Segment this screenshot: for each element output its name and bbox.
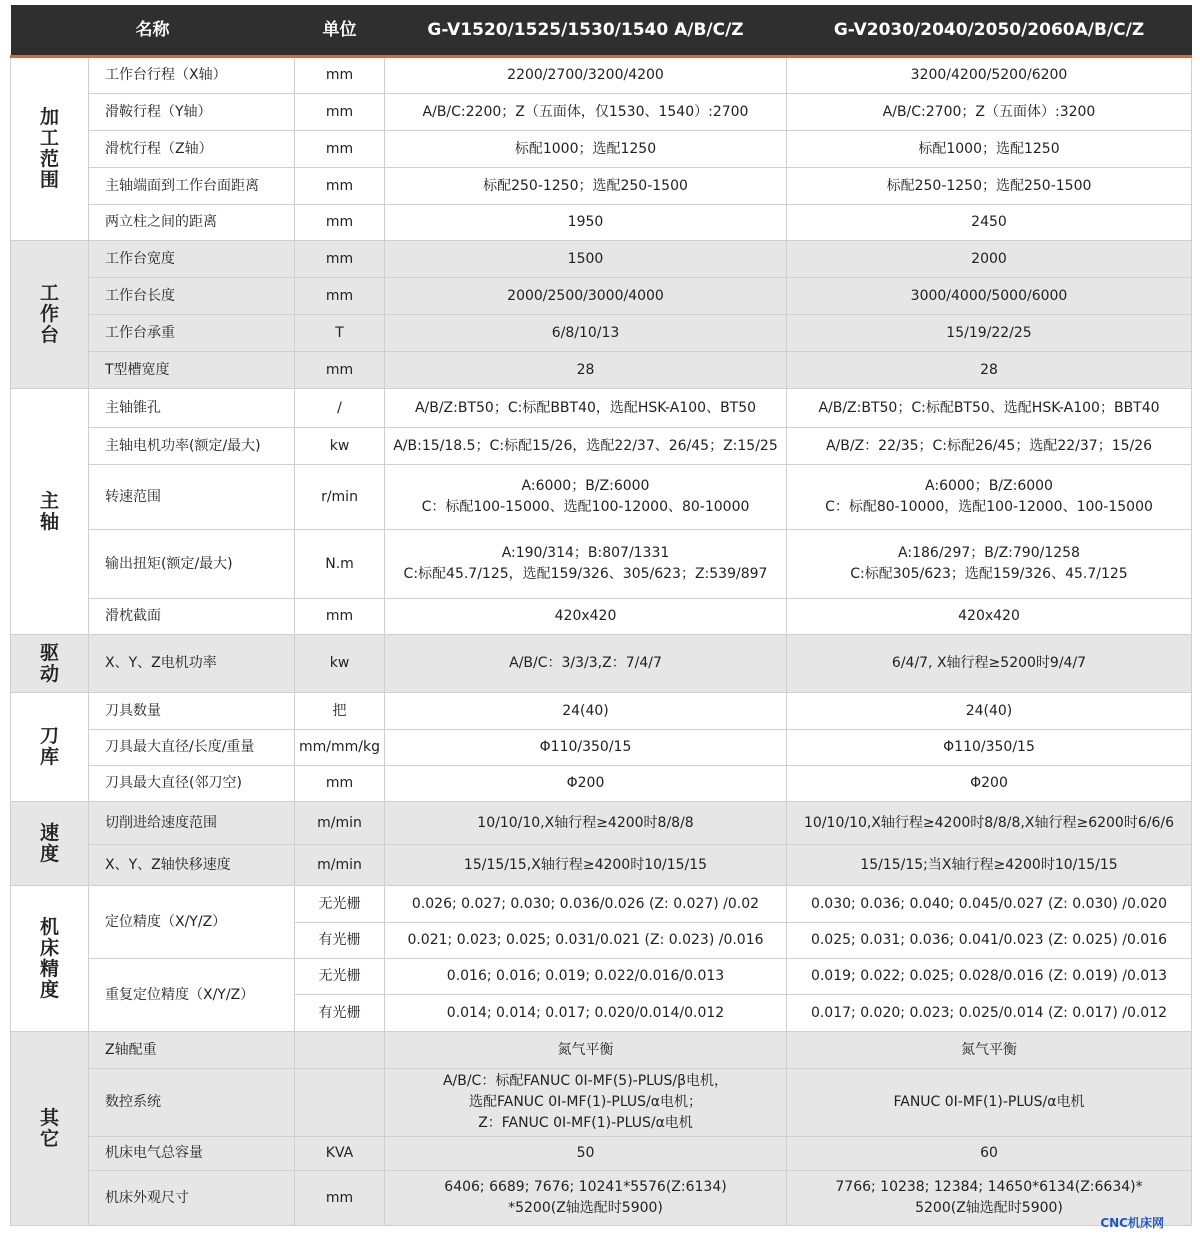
spec-value-a	[385, 278, 787, 315]
spec-value-a: 0.014; 0.014; 0.017; 0.020/0.014/0.012	[385, 995, 787, 1032]
table-row	[11, 1171, 1192, 1226]
spec-value-b	[787, 465, 1192, 530]
spec-value-b	[787, 131, 1192, 168]
spec-name: Z轴配重	[89, 1032, 295, 1069]
spec-unit	[295, 1032, 385, 1069]
category-label	[11, 1032, 89, 1226]
spec-unit: mm/mm/kg	[295, 730, 385, 766]
spec-name: 工作台宽度	[89, 241, 295, 278]
spec-sub-condition: 无光栅	[295, 886, 385, 923]
spec-value-a	[385, 428, 787, 465]
value-line: 28	[576, 361, 595, 378]
spec-value-a	[385, 168, 787, 205]
spec-unit: mm	[295, 168, 385, 205]
spec-name: 重复定位精度（X/Y/Z）	[89, 959, 295, 1032]
value-line: Z：FANUC 0I-MF(1)-PLUS/α电机	[478, 1115, 693, 1131]
spec-value-a	[385, 389, 787, 428]
value-line: 1500	[567, 250, 604, 267]
spec-name: T型槽宽度	[89, 352, 295, 389]
category-text: 刀库	[39, 725, 59, 768]
value-line: Φ200	[566, 775, 605, 791]
header-name: 名称	[11, 5, 295, 57]
value-line: FANUC 0I-MF(1)-PLUS/α电机	[893, 1094, 1085, 1110]
spec-value-a: 0.021; 0.023; 0.025; 0.031/0.021 (Z: 0.023) /0.016	[385, 923, 787, 959]
value-line: A:6000；B/Z:6000	[521, 478, 650, 494]
header-model-a: G-V1520/1525/1530/1540 A/B/C/Z	[385, 5, 787, 57]
spec-value-a	[385, 1171, 787, 1226]
spec-value-a	[385, 599, 787, 635]
value-line: 50	[576, 1145, 595, 1161]
spec-unit: mm	[295, 241, 385, 278]
value-line: 6406; 6689; 7676; 10241*5576(Z:6134)	[444, 1179, 727, 1195]
spec-value-a	[385, 730, 787, 766]
spec-value-b	[787, 168, 1192, 205]
spec-value-a	[385, 1069, 787, 1137]
spec-unit: mm	[295, 205, 385, 241]
spec-unit: mm	[295, 94, 385, 131]
spec-value-a	[385, 205, 787, 241]
spec-name: 机床电气总容量	[89, 1137, 295, 1171]
spec-name: 定位精度（X/Y/Z）	[89, 886, 295, 959]
spec-name: 工作台行程（X轴）	[89, 57, 295, 94]
value-line: A/B/C：标配FANUC 0I-MF(5)-PLUS/β电机，	[442, 1073, 729, 1089]
spec-value-a	[385, 845, 787, 886]
spec-value-b	[787, 241, 1192, 278]
spec-unit: T	[295, 315, 385, 352]
spec-value-b	[787, 1032, 1192, 1069]
spec-value-b	[787, 389, 1192, 428]
spec-value-b	[787, 205, 1192, 241]
value-line: Φ110/350/15	[943, 739, 1035, 755]
watermark: CNC机床网	[1100, 1216, 1164, 1230]
value-line: 3200/4200/5200/6200	[910, 67, 1068, 83]
value-line: C:标配45.7/125，选配159/326、305/623；Z:539/897	[403, 566, 768, 582]
spec-name: 两立柱之间的距离	[89, 205, 295, 241]
spec-name: 滑枕行程（Z轴）	[89, 131, 295, 168]
spec-sub-condition: 有光栅	[295, 923, 385, 959]
category-label	[11, 693, 89, 802]
value-line: 28	[980, 361, 998, 378]
value-line: A/B/Z：22/35；C:标配26/45；选配22/37；15/26	[825, 437, 1153, 454]
value-line: 15/15/15;当X轴行程≥4200时10/15/15	[860, 856, 1118, 873]
spec-value-b	[787, 1069, 1192, 1137]
category-text: 机床精度	[39, 915, 59, 1001]
value-line: A:190/314；B:807/1331	[501, 545, 670, 561]
category-text: 工作台	[39, 282, 59, 346]
table-row	[11, 389, 1192, 428]
spec-value-a	[385, 94, 787, 131]
spec-value-b	[787, 635, 1192, 693]
value-line: 60	[980, 1145, 998, 1161]
value-line: A/B/Z:BT50；C:标配BT50、选配HSK-A100；BBT40	[818, 399, 1160, 416]
category-text: 主轴	[39, 489, 59, 533]
category-label	[11, 635, 89, 693]
spec-value-b	[787, 94, 1192, 131]
value-line: A/B:15/18.5；C:标配15/26，选配22/37、26/45；Z:15/25	[393, 437, 778, 454]
spec-name: 工作台长度	[89, 278, 295, 315]
spec-unit: 把	[295, 693, 385, 730]
value-line: C：标配80-10000，选配100-12000、100-15000	[825, 499, 1153, 515]
spec-value-a	[385, 57, 787, 94]
category-label	[11, 57, 89, 241]
value-line: 420x420	[554, 608, 617, 624]
spec-value-a	[385, 530, 787, 599]
spec-name: 刀具最大直径/长度/重量	[89, 730, 295, 766]
table-row	[11, 886, 1192, 923]
table-row	[11, 1032, 1192, 1069]
category-text: 加工范围	[39, 106, 59, 191]
spec-value-b	[787, 428, 1192, 465]
value-line: 2000/2500/3000/4000	[507, 287, 664, 304]
spec-unit: mm	[295, 766, 385, 802]
table-row	[11, 766, 1192, 802]
spec-unit: m/min	[295, 845, 385, 886]
value-line: C:标配305/623；选配159/326、45.7/125	[850, 566, 1128, 582]
header-row	[11, 5, 1192, 57]
spec-sub-condition: 无光栅	[295, 959, 385, 995]
spec-unit: mm	[295, 278, 385, 315]
spec-value-b	[787, 802, 1192, 845]
table-row	[11, 845, 1192, 886]
spec-value-a	[385, 1032, 787, 1069]
value-line: Φ110/350/15	[539, 739, 632, 755]
table-row	[11, 465, 1192, 530]
value-line: A/B/Z:BT50；C:标配BBT40，选配HSK-A100、BT50	[414, 399, 757, 416]
spec-value-a	[385, 1137, 787, 1171]
value-line: 5200(Z轴选配时5900)	[915, 1200, 1063, 1216]
spec-unit: mm	[295, 1171, 385, 1226]
value-line: 15/15/15,X轴行程≥4200时10/15/15	[463, 856, 708, 873]
spec-unit: kw	[295, 635, 385, 693]
value-line: C：标配100-15000、选配100-12000、80-10000	[421, 499, 750, 515]
table-row	[11, 352, 1192, 389]
spec-name: 滑枕截面	[89, 599, 295, 635]
value-line: 标配1000；选配1250	[918, 140, 1060, 157]
spec-value-b	[787, 530, 1192, 599]
spec-value-a: 0.026; 0.027; 0.030; 0.036/0.026 (Z: 0.027) /0.02	[385, 886, 787, 923]
spec-value-a	[385, 465, 787, 530]
value-line: 2000	[971, 250, 1007, 267]
category-label	[11, 886, 89, 1032]
table-row	[11, 530, 1192, 599]
value-line: 420x420	[958, 608, 1020, 624]
spec-name: 主轴端面到工作台面距离	[89, 168, 295, 205]
spec-value-a	[385, 131, 787, 168]
table-row	[11, 693, 1192, 730]
table-row	[11, 315, 1192, 352]
spec-value-a	[385, 693, 787, 730]
spec-value-b	[787, 599, 1192, 635]
value-line: A/B/C：3/3/3,Z：7/4/7	[509, 655, 662, 671]
spec-unit: /	[295, 389, 385, 428]
spec-name: 刀具数量	[89, 693, 295, 730]
value-line: 选配FANUC 0I-MF(1)-PLUS/α电机；	[468, 1094, 703, 1110]
table-row	[11, 802, 1192, 845]
value-line: 10/10/10,X轴行程≥4200时8/8/8,X轴行程≥6200时6/6/6	[804, 814, 1174, 831]
value-line: 氮气平衡	[961, 1041, 1017, 1058]
value-line: A:186/297；B/Z:790/1258	[898, 545, 1080, 561]
spec-value-a	[385, 635, 787, 693]
table-row	[11, 205, 1192, 241]
table-row	[11, 168, 1192, 205]
spec-value-a	[385, 241, 787, 278]
value-line: 15/19/22/25	[946, 324, 1032, 341]
category-label	[11, 241, 89, 389]
spec-value-b	[787, 278, 1192, 315]
spec-value-a	[385, 352, 787, 389]
spec-value-b: 0.025; 0.031; 0.036; 0.041/0.023 (Z: 0.025) /0.016	[787, 923, 1192, 959]
spec-value-b	[787, 845, 1192, 886]
value-line: 1950	[567, 214, 604, 230]
spec-unit: N.m	[295, 530, 385, 599]
category-text: 其它	[39, 1106, 59, 1150]
value-line: 氮气平衡	[557, 1041, 614, 1058]
value-line: 标配250-1250；选配250-1500	[483, 177, 688, 194]
value-line: A/B/C:2700；Z（五面体）:3200	[882, 103, 1096, 120]
spec-value-a: 0.016; 0.016; 0.019; 0.022/0.016/0.013	[385, 959, 787, 995]
spec-unit: mm	[295, 131, 385, 168]
category-text: 速度	[39, 821, 59, 865]
value-line: 24(40)	[562, 702, 609, 719]
spec-name: 工作台承重	[89, 315, 295, 352]
spec-value-b	[787, 766, 1192, 802]
spec-value-b	[787, 315, 1192, 352]
spec-unit	[295, 1069, 385, 1137]
value-line: A/B/C:2200；Z（五面体，仅1530、1540）:2700	[422, 103, 749, 120]
spec-unit: r/min	[295, 465, 385, 530]
spec-unit: mm	[295, 599, 385, 635]
table-row	[11, 1069, 1192, 1137]
spec-name: 切削进给速度范围	[89, 802, 295, 845]
table-row	[11, 278, 1192, 315]
spec-name: X、Y、Z轴快移速度	[89, 845, 295, 886]
spec-value-a	[385, 315, 787, 352]
table-row	[11, 428, 1192, 465]
table-row	[11, 131, 1192, 168]
table-row	[11, 635, 1192, 693]
spec-name: 主轴电机功率(额定/最大)	[89, 428, 295, 465]
value-line: Φ200	[970, 775, 1008, 791]
category-label	[11, 802, 89, 886]
spec-unit: mm	[295, 352, 385, 389]
spec-value-b	[787, 57, 1192, 94]
spec-value-b: 0.030; 0.036; 0.040; 0.045/0.027 (Z: 0.030) /0.020	[787, 886, 1192, 923]
spec-value-b	[787, 730, 1192, 766]
spec-value-b: 0.019; 0.022; 0.025; 0.028/0.016 (Z: 0.019) /0.013	[787, 959, 1192, 995]
category-text: 驱动	[39, 641, 59, 685]
spec-unit: m/min	[295, 802, 385, 845]
spec-name: 转速范围	[89, 465, 295, 530]
value-line: 2200/2700/3200/4200	[507, 67, 664, 83]
category-label	[11, 389, 89, 635]
value-line: 2450	[971, 214, 1007, 230]
spec-value-b: 0.017; 0.020; 0.023; 0.025/0.014 (Z: 0.017) /0.012	[787, 995, 1192, 1032]
spec-value-b	[787, 1137, 1192, 1171]
spec-table	[10, 5, 1192, 1226]
spec-name: 主轴锥孔	[89, 389, 295, 428]
spec-unit: mm	[295, 57, 385, 94]
spec-name: 机床外观尺寸	[89, 1171, 295, 1226]
spec-name: X、Y、Z电机功率	[89, 635, 295, 693]
value-line: 10/10/10,X轴行程≥4200时8/8/8	[477, 814, 694, 831]
table-row	[11, 57, 1192, 94]
table-row	[11, 94, 1192, 131]
spec-value-a	[385, 802, 787, 845]
value-line: 标配1000；选配1250	[514, 140, 657, 157]
spec-unit: kw	[295, 428, 385, 465]
value-line: 标配250-1250；选配250-1500	[886, 177, 1092, 194]
spec-name: 数控系统	[89, 1069, 295, 1137]
spec-unit: KVA	[295, 1137, 385, 1171]
value-line: A:6000；B/Z:6000	[925, 478, 1053, 494]
header-unit: 单位	[295, 5, 385, 57]
table-row	[11, 1137, 1192, 1171]
value-line: *5200(Z轴选配时5900)	[508, 1200, 663, 1216]
spec-name: 刀具最大直径(邻刀空)	[89, 766, 295, 802]
spec-value-a	[385, 766, 787, 802]
value-line: 7766; 10238; 12384; 14650*6134(Z:6634)*	[835, 1179, 1143, 1195]
spec-sub-condition: 有光栅	[295, 995, 385, 1032]
table-row	[11, 730, 1192, 766]
header-model-b: G-V2030/2040/2050/2060A/B/C/Z	[787, 5, 1192, 57]
spec-value-b	[787, 352, 1192, 389]
spec-value-b	[787, 693, 1192, 730]
spec-name: 滑鞍行程（Y轴）	[89, 94, 295, 131]
spec-name: 输出扭矩(额定/最大)	[89, 530, 295, 599]
value-line: 6/8/10/13	[551, 324, 620, 341]
table-row	[11, 959, 1192, 995]
value-line: 3000/4000/5000/6000	[910, 287, 1068, 304]
table-row	[11, 599, 1192, 635]
table-row	[11, 241, 1192, 278]
value-line: 6/4/7, X轴行程≥5200时9/4/7	[891, 655, 1087, 671]
value-line: 24(40)	[965, 702, 1013, 719]
